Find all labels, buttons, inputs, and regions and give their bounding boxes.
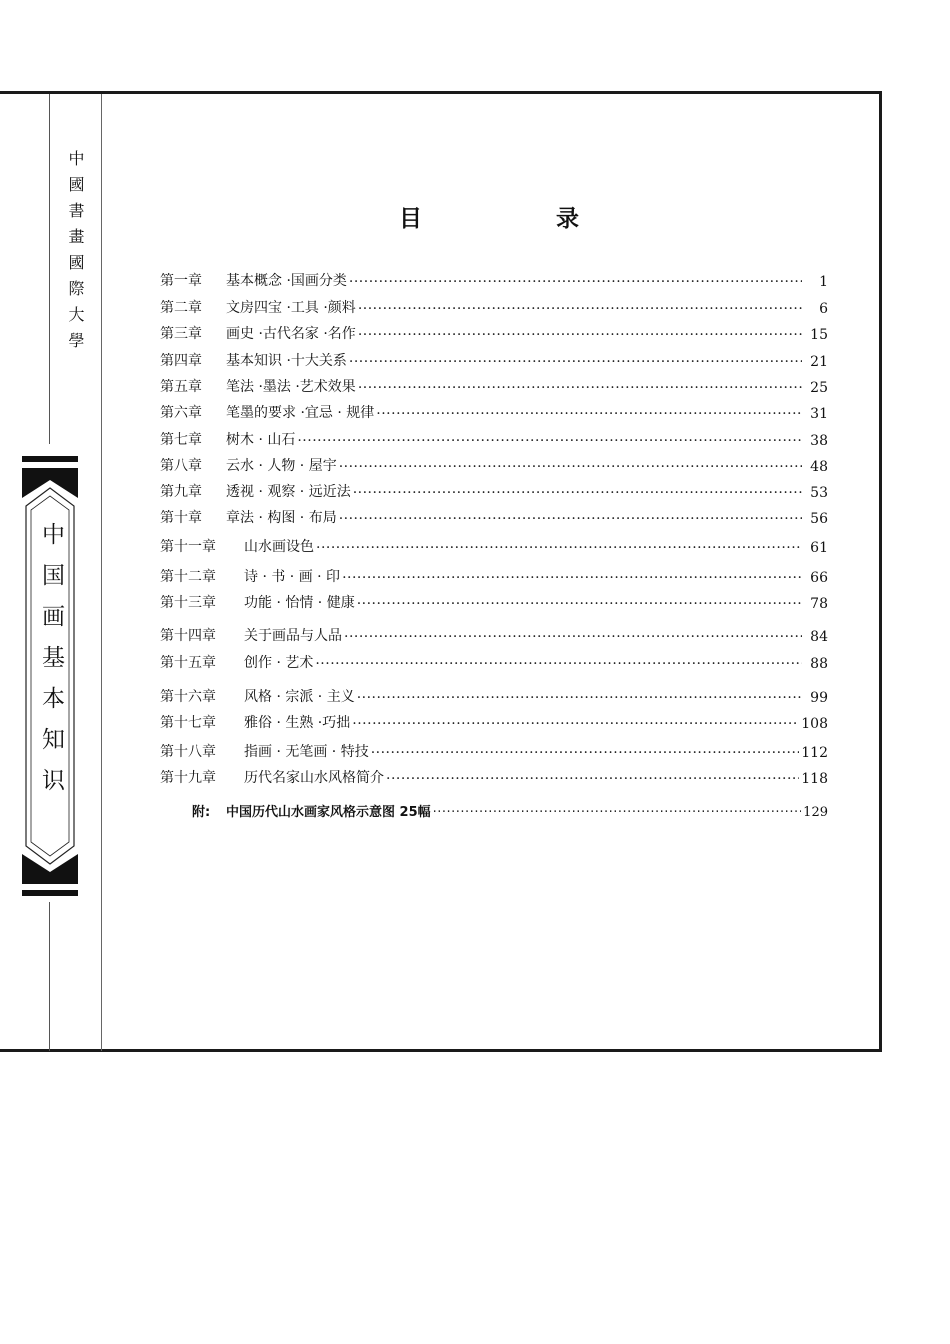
toc-entry (160, 348, 828, 370)
chapter-title: 云水 · 人物 · 屋宇 (226, 458, 337, 474)
chapter-title: 雅俗 · 生熟 ·巧拙 (244, 715, 351, 731)
chapter-number: 第十章 (160, 510, 202, 526)
chapter-number: 第十八章 (160, 744, 216, 760)
toc-entry (160, 590, 828, 612)
chapter-title: 历代名家山水风格简介 (244, 770, 384, 786)
chapter-number: 第二章 (160, 300, 202, 316)
page-number: 108 (801, 716, 828, 732)
page-number: 129 (803, 805, 828, 820)
leader-dots (352, 716, 799, 732)
toc-entry (160, 453, 828, 475)
chapter-number: 第十五章 (160, 655, 216, 671)
spine-rule-top (49, 94, 50, 444)
toc-entry (160, 710, 828, 732)
chapter-number: 第八章 (160, 458, 202, 474)
page-number: 48 (810, 459, 828, 475)
leader-dots (358, 301, 802, 317)
page-number: 84 (810, 629, 828, 645)
title-band-bottom-thick (22, 872, 78, 884)
page-number: 61 (810, 540, 828, 556)
leader-dots (349, 354, 802, 370)
leader-dots (339, 511, 802, 527)
chapter-title: 文房四宝 ·工具 ·颜料 (226, 300, 356, 316)
chapter-title: 山水画设色 (244, 539, 314, 555)
chapter-number: 第九章 (160, 484, 202, 500)
chapter-title: 笔墨的要求 ·宜忌 · 规律 (226, 405, 375, 421)
chapter-title: 基本概念 ·国画分类 (226, 273, 347, 289)
title-band-bottom-thin (22, 890, 78, 896)
chapter-title: 树木 · 山石 (226, 432, 296, 448)
chapter-title: 功能 · 怡情 · 健康 (244, 595, 355, 611)
chapter-number: 第五章 (160, 379, 202, 395)
leader-dots (297, 433, 802, 449)
page-number: 1 (819, 274, 828, 290)
inner-margin-rule (101, 94, 102, 1051)
chapter-number: 第七章 (160, 432, 202, 448)
page-number: 21 (810, 354, 828, 370)
chapter-number: 第十二章 (160, 569, 216, 585)
toc-appendix-entry (192, 798, 828, 820)
leader-dots (358, 380, 802, 396)
chapter-title: 透视 · 观察 · 远近法 (226, 484, 351, 500)
leader-dots (371, 745, 800, 761)
leader-dots (339, 459, 802, 475)
series-title-vertical: 中國書畫國際大學 (66, 150, 85, 358)
page-number: 38 (810, 433, 828, 449)
leader-dots (316, 540, 802, 556)
leader-dots (386, 771, 799, 787)
chapter-title: 创作 · 艺术 (244, 655, 314, 671)
chapter-title: 基本知识 ·十大关系 (226, 353, 347, 369)
chapter-title: 指画 · 无笔画 · 特技 (244, 744, 369, 760)
page-number: 31 (810, 406, 828, 422)
toc-entry (160, 534, 828, 556)
appendix-label: 附: (192, 805, 211, 820)
book-title-vertical: 中国画基本知识 (38, 522, 64, 809)
page-number: 78 (810, 596, 828, 612)
toc-entry (160, 765, 828, 787)
toc-entry (160, 479, 828, 501)
chapter-number: 第三章 (160, 326, 202, 342)
toc-heading (399, 200, 579, 233)
toc-entry (160, 268, 828, 290)
chapter-title: 诗 · 书 · 画 · 印 (244, 569, 341, 585)
toc-entry (160, 623, 828, 645)
chapter-title: 关于画品与人品 (244, 628, 342, 644)
chapter-number: 第四章 (160, 353, 202, 369)
chapter-number: 第十七章 (160, 715, 216, 731)
page-number: 6 (819, 301, 828, 317)
toc-entry (160, 505, 828, 527)
toc-entry (160, 564, 828, 586)
chapter-number: 第一章 (160, 273, 202, 289)
leader-dots (344, 629, 802, 645)
toc-entry (160, 427, 828, 449)
page-number: 15 (810, 327, 828, 343)
leader-dots (349, 274, 802, 290)
toc-entry (160, 374, 828, 396)
leader-dots (376, 406, 802, 422)
toc-entry (160, 400, 828, 422)
chapter-number: 第十三章 (160, 595, 216, 611)
page-number: 118 (801, 771, 828, 787)
appendix-title: 中国历代山水画家风格示意图 25幅 (226, 805, 431, 820)
page-number: 66 (810, 570, 828, 586)
spine-rule-bottom (49, 902, 50, 1051)
title-band-top-thin (22, 456, 78, 462)
page-number: 56 (810, 511, 828, 527)
toc-heading-char-2: 录 (556, 206, 579, 232)
leader-dots (433, 805, 802, 820)
page-number: 88 (810, 656, 828, 672)
leader-dots (358, 327, 802, 343)
toc-entry (160, 650, 828, 672)
toc-entry (160, 684, 828, 706)
chapter-number: 第十一章 (160, 539, 216, 555)
page-number: 25 (810, 380, 828, 396)
chapter-number: 第十四章 (160, 628, 216, 644)
page-number: 53 (810, 485, 828, 501)
page-number: 99 (810, 690, 828, 706)
toc-heading-char-1: 目 (399, 206, 422, 232)
leader-dots (357, 596, 802, 612)
chapter-number: 第十九章 (160, 770, 216, 786)
chapter-title: 风格 · 宗派 · 主义 (244, 689, 355, 705)
toc-entry (160, 295, 828, 317)
title-band-top-thick (22, 468, 78, 480)
chapter-number: 第十六章 (160, 689, 216, 705)
leader-dots (353, 485, 802, 501)
chapter-title: 画史 ·古代名家 ·名作 (226, 326, 356, 342)
chapter-title: 章法 · 构图 · 布局 (226, 510, 337, 526)
leader-dots (342, 570, 802, 586)
toc-entry (160, 321, 828, 343)
page-number: 112 (801, 745, 828, 761)
leader-dots (315, 656, 802, 672)
chapter-number: 第六章 (160, 405, 202, 421)
chapter-title: 笔法 ·墨法 ·艺术效果 (226, 379, 356, 395)
leader-dots (357, 690, 802, 706)
toc-entry (160, 739, 828, 761)
